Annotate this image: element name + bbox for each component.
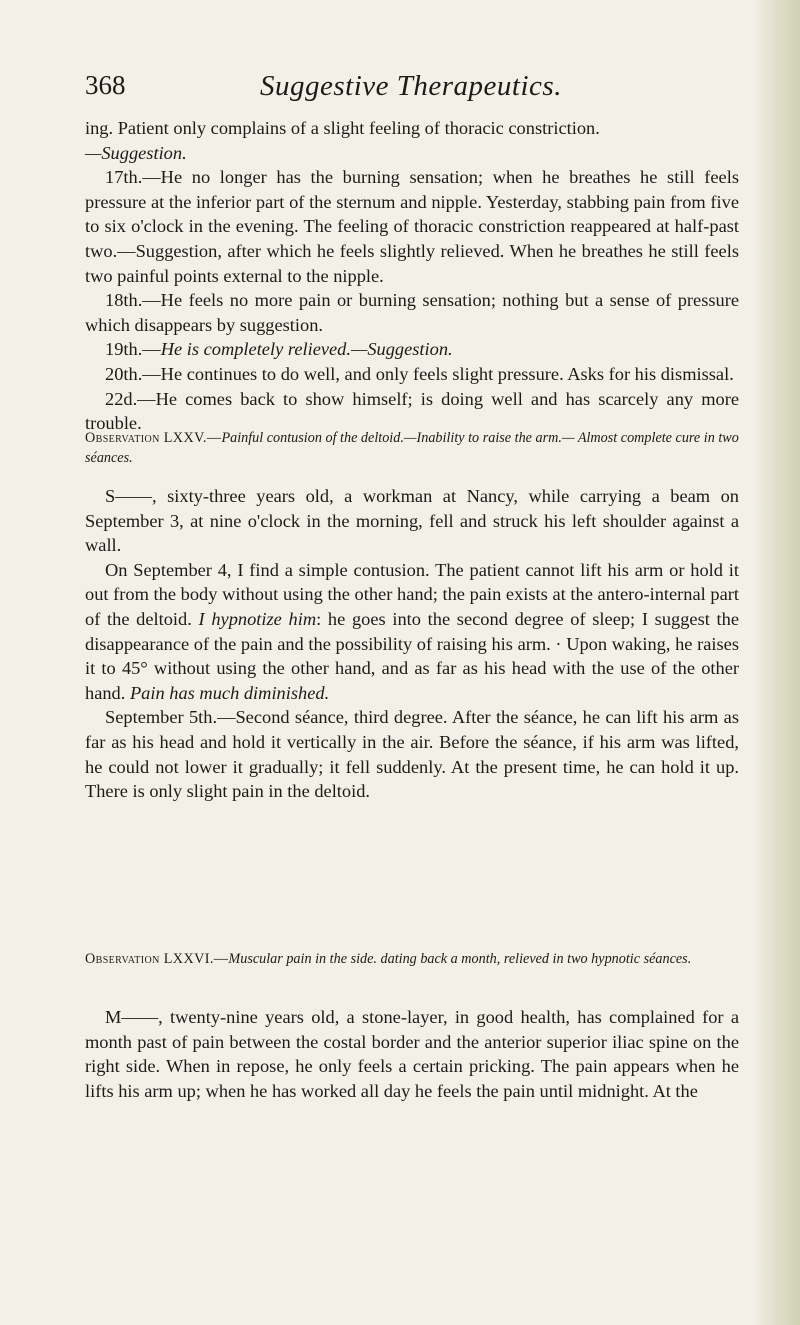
observation-heading-75 <box>85 428 739 468</box>
paragraph: 17th.—He no longer has the burning sensation; when he breathes he still feels pressure at the inferior part of the sternum and nipple. Yesterday, stabbing pain from five to six o'clock in the evening. The feeling of thoracic constriction reappeared at half-past two.—Suggestion, after which he feels slightly relieved. When he breathes he still feels two painful points external to the nipple. <box>85 167 739 286</box>
observation-title: Muscular pain in the side. dating back a month, relieved in two hypnotic séances. <box>228 951 692 967</box>
observation-title: Painful contusion of the deltoid.—Inability to raise the arm.— Almost complete cure in two séances. <box>85 430 739 466</box>
text-block-observation-75 <box>85 484 739 804</box>
page-number: 368 <box>85 70 126 100</box>
paragraph <box>85 558 739 706</box>
paragraph-text-italic: —Suggestion. <box>85 142 187 163</box>
text-block-case-continuation <box>85 116 739 436</box>
observation-label: Observation LXXVI.— <box>85 951 229 967</box>
paragraph-text-italic: He is completely relieved.—Suggestion. <box>160 339 453 360</box>
paragraph-text: : he goes into the second degree of sleep; I suggest the disappearance of the pain and the possibility of raising his arm. · Upon waking, he raises it to 45° without using the other hand, and as far as his head with the use of the other hand. <box>85 608 739 703</box>
running-title: Suggestive Therapeutics. <box>260 70 562 102</box>
paragraph: S——, sixty-three years old, a workman at Nancy, while carrying a beam on September 3, at nine o'clock in the morning, fell and struck his left shoulder against a wall. <box>85 486 739 556</box>
paragraph-text: On September 4, I find a simple contusion. The patient cannot lift his arm or hold it out from the body without using the other hand; the pain exists at the antero-internal part of the deltoid. <box>85 559 739 629</box>
paragraph <box>85 116 739 165</box>
paragraph: September 5th.—Second séance, third degree. After the séance, he can lift his arm as far as his head and hold it vertically in the air. Before the séance, if his arm was lifted, he could not lower it gradually; it fell suddenly. At the present time, he can hold it up. There is only slight pain in the deltoid. <box>85 707 739 802</box>
paragraph-text-italic: Pain has much diminished. <box>129 682 330 703</box>
paragraph: 20th.—He continues to do well, and only feels slight pressure. Asks for his dismissal. <box>105 363 734 384</box>
paragraph: 18th.—He feels no more pain or burning sensation; nothing but a sense of pressure which disappears by suggestion. <box>85 290 739 335</box>
paragraph: 22d.—He comes back to show himself; is doing well and has scarcely any more trouble. <box>85 388 739 434</box>
observation-heading-76 <box>85 949 739 969</box>
paragraph <box>85 337 739 362</box>
text-block-observation-76 <box>85 1005 739 1103</box>
paragraph-text: 19th.— <box>105 339 161 360</box>
paragraph-text: ing. Patient only complains of a slight feeling of thoracic constriction. <box>85 118 600 138</box>
paragraph-text-italic: I hypnotize him <box>198 608 317 629</box>
observation-label: Observation LXXV.— <box>85 430 222 446</box>
paragraph: M——, twenty-nine years old, a stone-layer, in good health, has complained for a month past of pain between the costal border and the anterior superior iliac spine on the right side. When in repose, he only feels a certain pricking. The pain appears when he lifts his arm up; when he has worked all day he feels the pain until midnight. At the <box>85 1007 739 1101</box>
page-edge-shadow <box>754 0 800 1325</box>
page-header <box>85 70 745 110</box>
